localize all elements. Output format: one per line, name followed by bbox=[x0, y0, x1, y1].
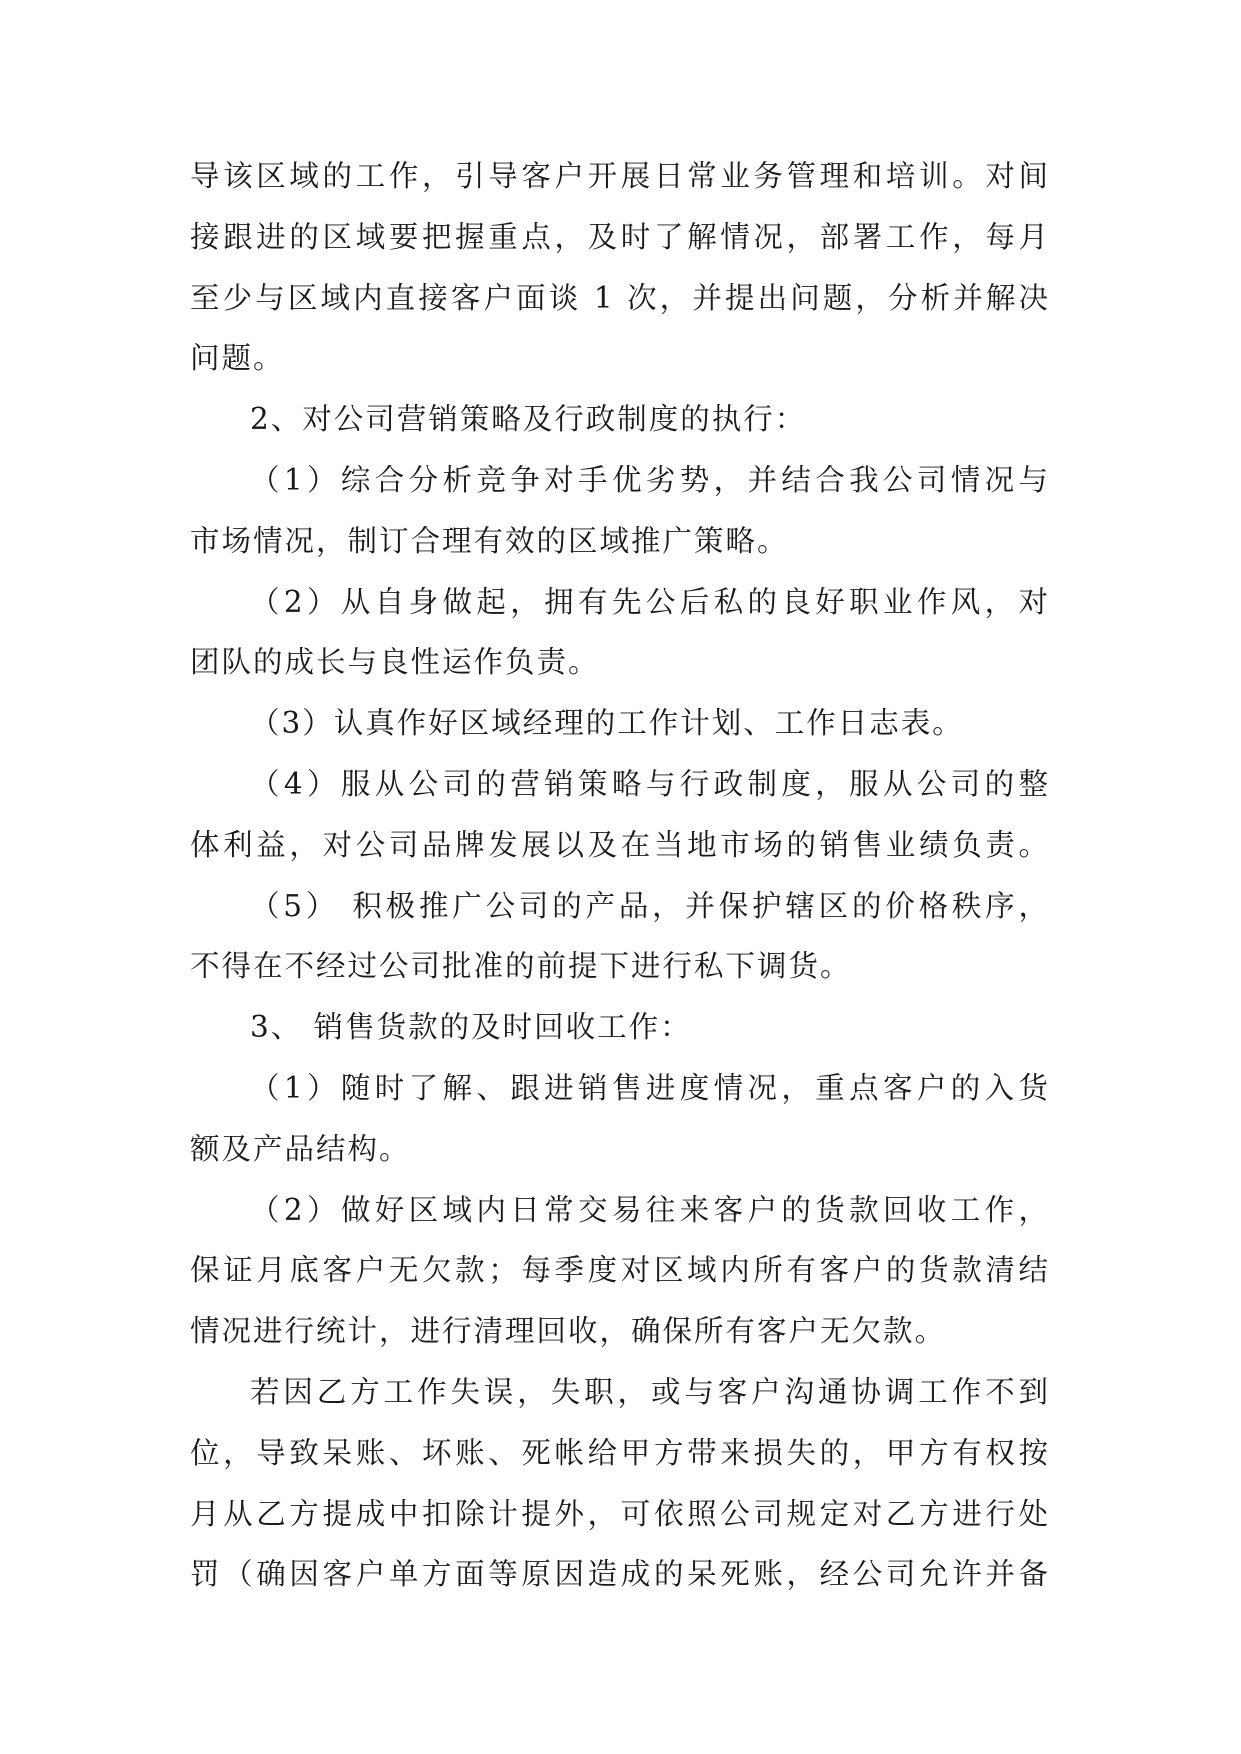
text-line-19: 保证月底客户无欠款；每季度对区域内所有客户的货款清结 bbox=[190, 1253, 1050, 1288]
text-line-23: 月从乙方提成中扣除计提外，可依照公司规定对乙方进行处 bbox=[190, 1496, 1050, 1531]
text-line-15: 3、 销售货款的及时回收工作： bbox=[250, 1010, 692, 1045]
text-line-1: 导该区域的工作，引导客户开展日常业务管理和培训。对间 bbox=[190, 159, 1050, 193]
text-line-11: （4）服从公司的营销策略与行政制度，服从公司的整 bbox=[250, 766, 1050, 801]
text-line-3: 至少与区域内直接客户面谈 1 次，并提出问题，分析并解决 bbox=[190, 280, 1050, 315]
text-line-9: 团队的成长与良性运作负责。 bbox=[190, 645, 600, 680]
text-line-14: 不得在不经过公司批准的前提下进行私下调货。 bbox=[190, 949, 852, 984]
text-line-12: 体利益，对公司品牌发展以及在当地市场的销售业绩负责。 bbox=[190, 827, 1050, 862]
text-line-10: （3）认真作好区域经理的工作计划、工作日志表。 bbox=[250, 706, 964, 741]
text-line-4: 问题。 bbox=[190, 341, 285, 376]
text-line-17: 额及产品结构。 bbox=[190, 1131, 411, 1166]
text-line-21: 若因乙方工作失误，失职，或与客户沟通协调工作不到 bbox=[250, 1374, 1050, 1409]
text-line-5: 2、对公司营销策略及行政制度的执行： bbox=[250, 402, 807, 437]
text-line-13: （5） 积极推广公司的产品，并保护辖区的价格秩序， bbox=[250, 888, 1050, 923]
text-line-16: （1）随时了解、跟进销售进度情况，重点客户的入货 bbox=[250, 1070, 1050, 1105]
text-line-7: 市场情况，制订合理有效的区域推广策略。 bbox=[190, 523, 789, 558]
text-line-20: 情况进行统计，进行清理回收，确保所有客户无欠款。 bbox=[190, 1314, 947, 1349]
text-line-24: 罚（确因客户单方面等原因造成的呆死账，经公司允许并备 bbox=[190, 1557, 1050, 1592]
text-line-2: 接跟进的区域要把握重点，及时了解情况，部署工作，每月 bbox=[190, 219, 1050, 254]
text-line-8: （2）从自身做起，拥有先公后私的良好职业作风，对 bbox=[250, 584, 1050, 619]
text-line-6: （1）综合分析竞争对手优劣势，并结合我公司情况与 bbox=[250, 462, 1050, 497]
text-line-18: （2）做好区域内日常交易往来客户的货款回收工作， bbox=[250, 1192, 1050, 1227]
document-body bbox=[190, 146, 1050, 1605]
text-line-22: 位，导致呆账、坏账、死帐给甲方带来损失的，甲方有权按 bbox=[190, 1435, 1050, 1470]
